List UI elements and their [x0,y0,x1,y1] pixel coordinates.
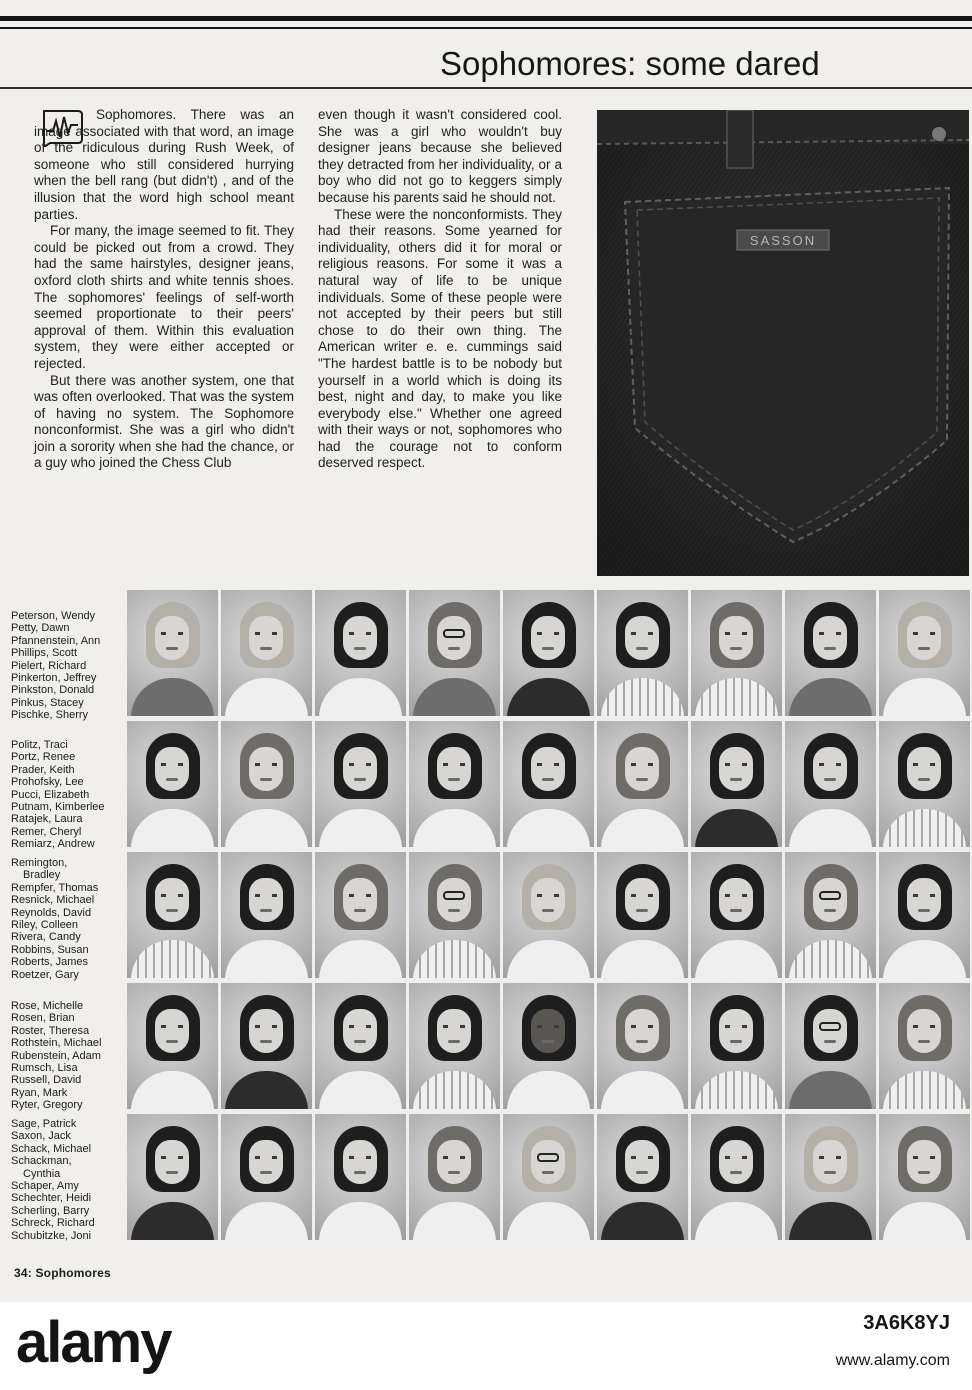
student-portrait [691,983,782,1109]
student-portrait [221,852,312,978]
student-portrait [221,721,312,847]
student-name: Rothstein, Michael [11,1037,102,1050]
student-portrait [315,721,406,847]
student-name: Schaper, Amy [11,1180,79,1193]
student-name: Putnam, Kimberlee [11,801,105,814]
student-portrait [503,590,594,716]
student-portrait [785,721,876,847]
student-portrait [597,590,688,716]
student-name: Politz, Traci [11,739,68,751]
student-name: Robbins, Susan [11,943,89,956]
student-portrait [597,1114,688,1240]
name-list-row-4 [11,1000,123,1112]
student-name: Schack, Michael [11,1142,92,1155]
student-name: Schreck, Richard [11,1217,95,1230]
student-portrait [785,590,876,716]
jeans-label-text: SASSON [749,233,817,248]
student-portrait [221,983,312,1109]
student-portrait [315,590,406,716]
student-portrait [127,721,218,847]
portrait-grid [127,590,972,1240]
student-portrait [315,1114,406,1240]
student-name: Prohofsky, Lee [11,776,84,789]
student-name: Portz, Renee [11,751,76,764]
article-paragraph: even though it wasn't considered cool. She was a girl who wouldn't buy designer jeans because she believed they detracted from her individuality, or a boy who did not go to keggers simply because his parents said he should not. [318,107,562,205]
student-name: Remington, [11,857,68,869]
student-portrait [879,1114,970,1240]
student-name: Pucci, Elizabeth [11,788,90,801]
student-name: Roetzer, Gary [11,968,79,981]
name-list-row-2 [11,739,123,851]
student-name: Riley, Colleen [11,919,79,932]
student-portrait [127,590,218,716]
student-name: Prader, Keith [11,763,75,776]
student-portrait [409,852,500,978]
student-portrait [879,983,970,1109]
student-portrait [597,983,688,1109]
student-portrait [127,1114,218,1240]
student-name: Remiarz, Andrew [11,838,95,851]
student-name: Ratajek, Laura [11,813,83,826]
student-name: Schechter, Heidi [11,1192,92,1205]
student-portrait [879,852,970,978]
article-column-2 [318,107,562,472]
student-portrait [503,721,594,847]
student-portrait [315,852,406,978]
student-name: Rubenstein, Adam [11,1049,101,1062]
student-name: Pfannenstein, Ann [11,634,101,647]
article-column-1 [34,107,294,472]
student-name: Resnick, Michael [11,894,95,907]
student-name: Rose, Michelle [11,1000,84,1012]
student-name: Rivera, Candy [11,931,81,944]
watermark-url: www.alamy.com [835,1352,950,1369]
student-portrait [691,1114,782,1240]
page-title: Sophomores: some dared [440,45,820,82]
watermark-image-id: 3A6K8YJ [863,1312,950,1334]
jeans-pocket-photo [597,110,969,576]
student-name: Petty, Dawn [11,622,70,635]
student-name: Roberts, James [11,956,89,969]
watermark-brand-logo: alamy [16,1310,171,1375]
student-name: Russell, David [11,1074,82,1087]
student-name: Phillips, Scott [11,647,78,660]
student-name: Pinkston, Donald [11,684,95,697]
student-name: Pinkus, Stacey [11,696,84,709]
student-name: Roster, Theresa [11,1024,90,1037]
student-portrait [785,983,876,1109]
article-paragraph: These were the nonconformists. They had their reasons. Some yearned for individuality, others did it for moral or religious reasons. For some it was a natural way of life to be unique individuals. Some of these people were not accepted by their peers but still chose to do their own thing. The American writer e. e. cummings said "The hardest battle is to be nobody but yourself in a world which is doing its best, night and day, to make you like everybody else." Whether one agreed with their ways or not, sophomores who had the courage not to conform deserved respect. [318,206,562,471]
student-name: Reynolds, David [11,906,92,919]
student-name: Ryter, Gregory [11,1099,83,1112]
student-portrait [409,983,500,1109]
student-portrait [409,590,500,716]
student-name: Scherling, Barry [11,1204,90,1217]
student-portrait [503,852,594,978]
student-portrait [315,983,406,1109]
student-name: Saxon, Jack [11,1130,71,1143]
top-rule-thin [0,27,972,29]
student-portrait [691,590,782,716]
student-portrait [879,590,970,716]
top-rule-thick [0,16,972,21]
student-name: Pinkerton, Jeffrey [11,672,97,685]
student-name: Cynthia [23,1167,61,1180]
student-portrait [409,721,500,847]
header-rule [0,87,972,89]
student-portrait [127,983,218,1109]
student-name: Pischke, Sherry [11,709,89,722]
student-portrait [691,852,782,978]
student-name: Pielert, Richard [11,659,87,672]
article-paragraph: For many, the image seemed to fit. They could be picked out from a crowd. They had the same hairstyles, designer jeans, oxford cloth shirts and white tennis shoes. The sophomores' feelings of self-worth seemed proportionate to their peers' approval of them. Within this evaluation system, they were either accepted or rejected. [34,223,294,371]
student-portrait [879,721,970,847]
student-portrait [221,1114,312,1240]
student-name: Ryan, Mark [11,1086,68,1099]
name-list-row-3 [11,857,123,981]
student-portrait [503,1114,594,1240]
student-name: Bradley [23,869,61,882]
student-portrait [597,721,688,847]
student-portrait [597,852,688,978]
student-portrait [221,590,312,716]
student-name: Sage, Patrick [11,1118,77,1130]
student-portrait [785,1114,876,1240]
student-portrait [409,1114,500,1240]
student-portrait [127,852,218,978]
student-portrait [503,983,594,1109]
student-name: Remer, Cheryl [11,825,82,838]
student-portrait [691,721,782,847]
student-name: Rempfer, Thomas [11,881,99,894]
student-name: Rosen, Brian [11,1012,75,1025]
student-name: Schackman, [11,1155,72,1168]
article-paragraph: Sophomores. There was an image associated with that word, an image of the ridiculous during Rush Week, of someone who still considered hurrying when the bell rang (but didn't) , and of the illusion that the word high school meant parties. [34,107,294,222]
name-list-row-1 [11,610,123,722]
student-portrait [785,852,876,978]
student-name: Schubitzke, Joni [11,1229,92,1242]
student-name: Peterson, Wendy [11,610,96,622]
name-list-row-5 [11,1118,123,1242]
student-name: Rumsch, Lisa [11,1062,78,1075]
page-footer: 34: Sophomores [14,1266,111,1280]
article-paragraph: But there was another system, one that was often overlooked. That was the system of having no system. The Sophomore nonconformist. She was a girl who didn't join a sorority when she had the chance, or a guy who joined the Chess Club [34,372,294,471]
